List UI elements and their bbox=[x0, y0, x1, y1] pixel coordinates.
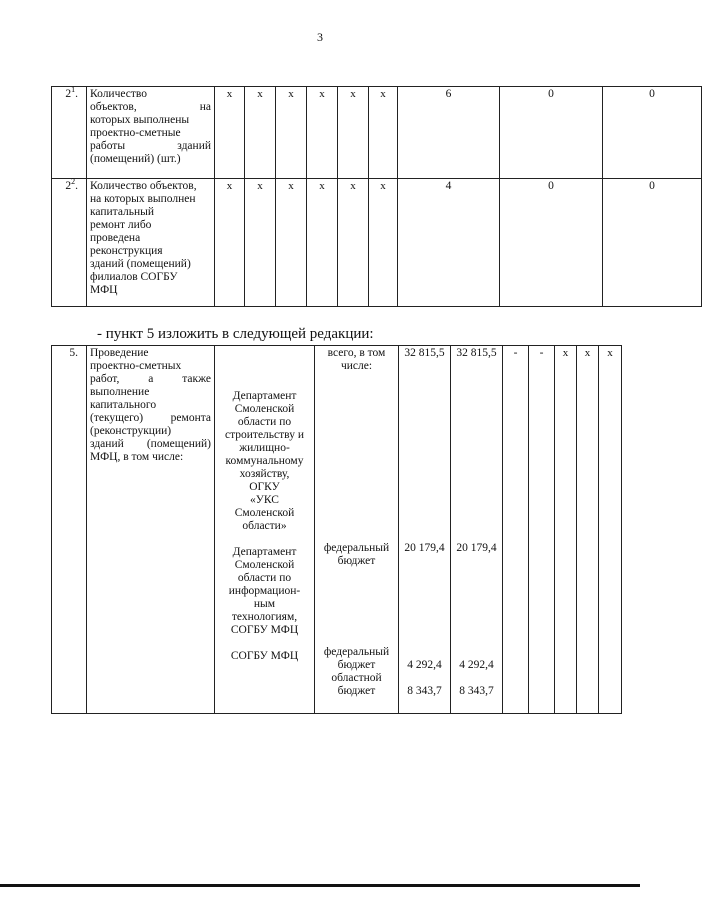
mark-cell: x bbox=[276, 179, 307, 307]
table-row bbox=[52, 179, 702, 307]
row-number: $2^2$. bbox=[52, 179, 87, 307]
table-row bbox=[52, 87, 702, 179]
value-cell: 0 bbox=[500, 179, 603, 307]
section-heading: - пункт 5 изложить в следующей редакции: bbox=[97, 326, 374, 342]
mark-cell: x bbox=[369, 87, 398, 179]
year-2-cell: - bbox=[503, 346, 529, 714]
value-cell: 6 bbox=[398, 87, 500, 179]
row-description: Проведение проектно-сметных работ, а также выполнение капитального (текущего) ремонта (реконструкции) зданий (помещений) МФЦ, в том числе: bbox=[87, 346, 215, 714]
mark-cell: x bbox=[215, 87, 245, 179]
row-number: $2^1$. bbox=[52, 87, 87, 179]
mark-cell: x bbox=[215, 179, 245, 307]
row-description: Количество объектов, на которых выполнен капитальный ремонт либо проведена реконструкция зданий (помещений) филиалов СОГБУ МФЦ bbox=[87, 179, 215, 307]
bottom-border-line bbox=[0, 884, 640, 887]
funding-source-cell: всего, в том числе: федеральный бюджет федеральный бюджет областной бюджет bbox=[315, 346, 399, 714]
mark-cell: x bbox=[338, 179, 369, 307]
indicators-table bbox=[51, 86, 702, 307]
mark-cell: x bbox=[338, 87, 369, 179]
mark-cell: x bbox=[276, 87, 307, 179]
year-1-cell: 32 815,5 20 179,4 4 292,4 8 343,7 bbox=[451, 346, 503, 714]
activities-table bbox=[51, 345, 622, 714]
page-number: 3 bbox=[317, 30, 323, 44]
value-cell: 4 bbox=[398, 179, 500, 307]
value-cell: 0 bbox=[603, 87, 702, 179]
mark-cell: x bbox=[307, 87, 338, 179]
mark-cell: x bbox=[245, 87, 276, 179]
value-cell: 0 bbox=[500, 87, 603, 179]
mark-cell: x bbox=[369, 179, 398, 307]
total-cell: 32 815,5 20 179,4 4 292,4 8 343,7 bbox=[399, 346, 451, 714]
row-description: Количество объектов, на которых выполнены проектно-сметные работы зданий (помещений) (шт.) bbox=[87, 87, 215, 179]
value-cell: 0 bbox=[603, 179, 702, 307]
year-3-cell: - bbox=[529, 346, 555, 714]
row-number: 5. bbox=[52, 346, 87, 714]
mark-cell: x bbox=[307, 179, 338, 307]
executor-cell: Департамент Смоленской области по строительству и жилищно- коммунальному хозяйству, ОГКУ «УКС Смоленской области» Департамент Смоленской области по информацион- ным технологиям, СОГБУ МФЦ СОГБУ МФЦ bbox=[215, 346, 315, 714]
indicator-cell: x bbox=[577, 346, 599, 714]
table-row bbox=[52, 346, 622, 714]
indicator-cell: x bbox=[599, 346, 622, 714]
mark-cell: x bbox=[245, 179, 276, 307]
indicator-cell: x bbox=[555, 346, 577, 714]
